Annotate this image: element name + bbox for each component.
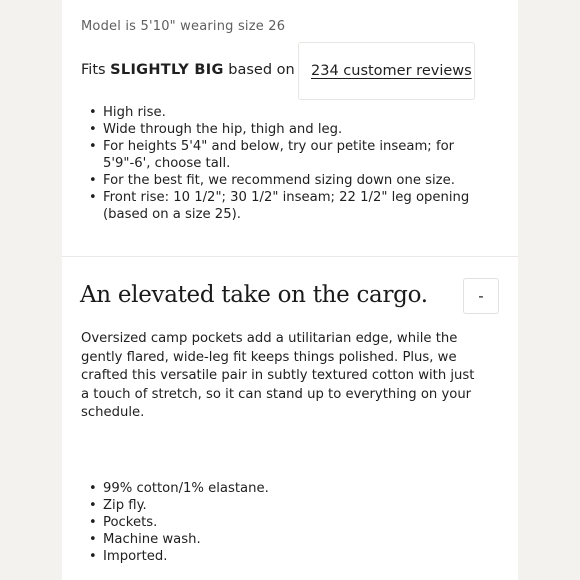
section-heading: An elevated take on the cargo. (80, 282, 428, 308)
collapse-toggle-button[interactable] (463, 278, 499, 314)
fit-bullet-list (90, 104, 473, 223)
product-details-panel (62, 0, 518, 580)
list-item: • Wide through the hip, thigh and leg. (103, 121, 473, 138)
list-item: • Machine wash. (103, 531, 403, 548)
right-margin (518, 0, 580, 580)
list-item: • Pockets. (103, 514, 403, 531)
model-size-note: Model is 5'10" wearing size 26 (81, 19, 286, 34)
list-item: • For the best fit, we recommend sizing down one size. (103, 172, 473, 189)
list-item: • For heights 5'4" and below, try our petite inseam; for 5'9"-6', choose tall. (103, 138, 473, 172)
fit-summary (81, 62, 295, 78)
minus-icon: - (478, 287, 484, 305)
list-item: • 99% cotton/1% elastane. (103, 480, 403, 497)
list-item: • Front rise: 10 1/2"; 30 1/2" inseam; 22 1/2" leg opening (based on a size 25). (103, 189, 473, 223)
left-margin (0, 0, 62, 580)
fit-prefix: Fits (81, 62, 111, 78)
fit-rating: SLIGHTLY BIG (110, 62, 224, 78)
product-description: Oversized camp pockets add a utilitarian edge, while the gently flared, wide-leg fit keeps things polished. Plus, we crafted this versatile pair in subtly textured cotton with just a touch of stretch, so it can stand up to everything on your schedule. (81, 331, 475, 420)
list-item: • Imported. (103, 548, 403, 565)
list-item: • Zip fly. (103, 497, 403, 514)
fit-suffix: based on (223, 62, 295, 78)
detail-bullet-list (90, 480, 403, 565)
list-item: • High rise. (103, 104, 473, 121)
customer-reviews-link[interactable]: 234 customer reviews (311, 63, 472, 79)
reviews-link-box[interactable] (298, 42, 475, 100)
section-divider (62, 256, 518, 257)
